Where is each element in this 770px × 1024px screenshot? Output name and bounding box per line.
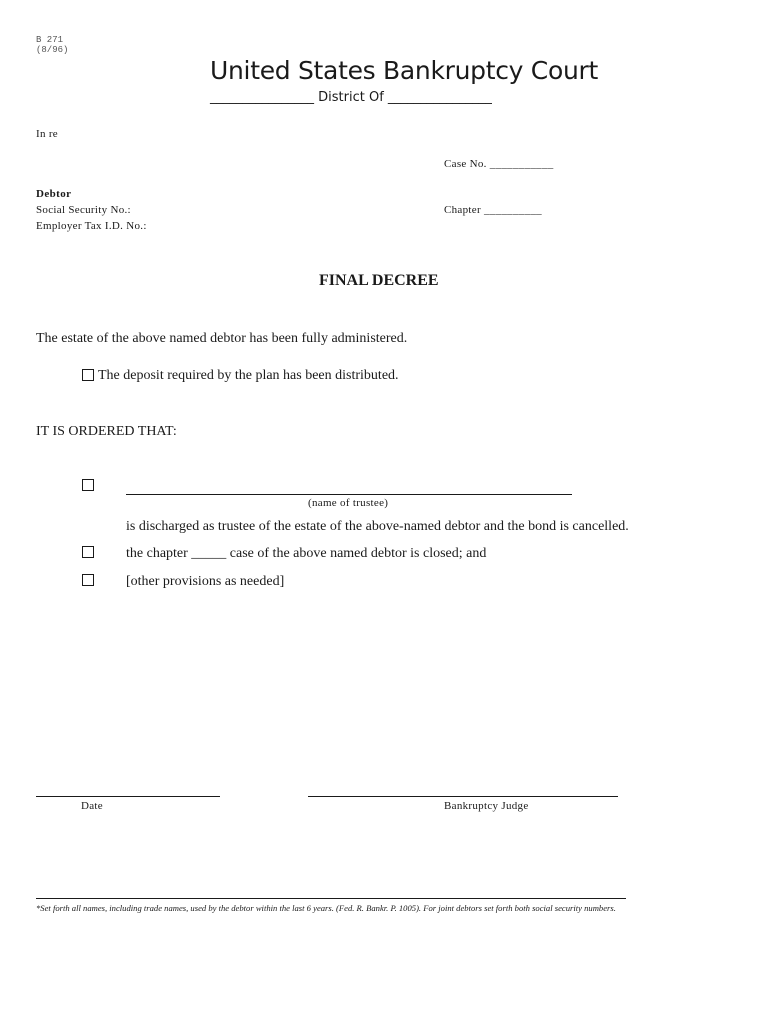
district-blank-right: ________________ xyxy=(387,90,492,105)
form-number: B 271 xyxy=(36,35,64,45)
other-provisions-statement: [other provisions as needed] xyxy=(126,574,285,589)
judge-label: Bankruptcy Judge xyxy=(444,800,529,812)
district-line xyxy=(210,90,492,105)
chapter-field: Chapter __________ xyxy=(444,204,542,216)
trustee-checkbox[interactable] xyxy=(82,479,94,491)
district-blank-left: ________________ xyxy=(210,90,314,105)
date-label: Date xyxy=(81,800,103,812)
employer-tax-id-label: Employer Tax I.D. No.: xyxy=(36,220,147,232)
footnote-rule xyxy=(36,898,626,899)
document-title: FINAL DECREE xyxy=(319,272,439,289)
form-revision: (8/96) xyxy=(36,45,69,55)
trustee-name-line xyxy=(126,494,572,495)
debtor-label: Debtor xyxy=(36,188,72,200)
date-signature-line xyxy=(36,796,220,797)
court-title: United States Bankruptcy Court xyxy=(210,56,598,85)
case-closed-statement: the chapter _____ case of the above named debtor is closed; and xyxy=(126,546,487,561)
trustee-name-caption: (name of trustee) xyxy=(308,497,389,509)
deposit-checkbox[interactable] xyxy=(82,369,94,381)
judge-signature-line xyxy=(308,796,618,797)
administered-statement: The estate of the above named debtor has been fully administered. xyxy=(36,331,408,346)
footnote-text: *Set forth all names, including trade names, used by the debtor within the last 6 years. (Fed. R. Bankr. P. 1005). For joint debtors set forth both social security numbers. xyxy=(36,903,616,913)
ordered-heading: IT IS ORDERED THAT: xyxy=(36,424,177,439)
deposit-statement: The deposit required by the plan has been distributed. xyxy=(98,368,399,383)
case-closed-checkbox[interactable] xyxy=(82,546,94,558)
social-security-label: Social Security No.: xyxy=(36,204,131,216)
other-provisions-checkbox[interactable] xyxy=(82,574,94,586)
in-re-label: In re xyxy=(36,128,58,140)
case-number: Case No. ___________ xyxy=(444,158,554,170)
district-label: District Of xyxy=(318,90,384,105)
discharged-statement: is discharged as trustee of the estate of the above-named debtor and the bond is cancelled. xyxy=(126,519,629,534)
